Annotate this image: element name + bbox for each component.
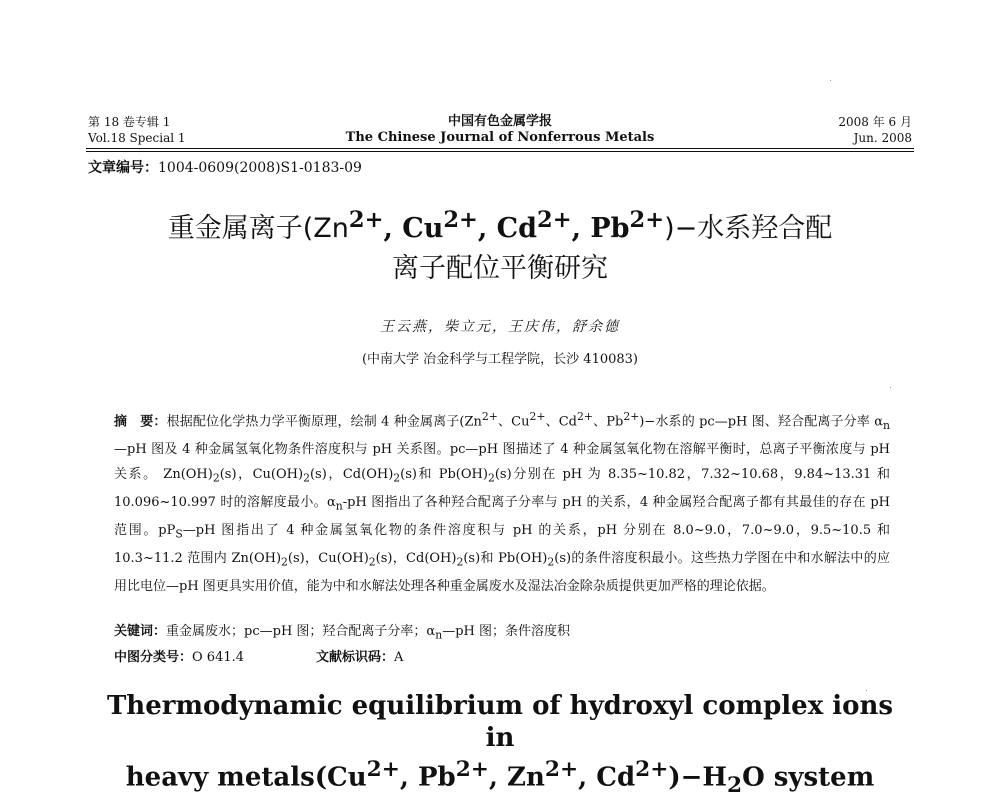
header-rule-thin xyxy=(86,151,914,152)
article-number-label: 文章编号： xyxy=(88,160,158,176)
scan-speck xyxy=(890,387,891,388)
abstract-label: 摘 要： xyxy=(114,414,167,430)
journal-name-cn: 中国有色金属学报 xyxy=(447,114,552,129)
title-english xyxy=(100,690,900,802)
authors: 王云燕，柴立元，王庆伟，舒余德 xyxy=(380,319,620,335)
scan-speck xyxy=(866,690,867,691)
doc-code-label: 文献标识码： xyxy=(316,650,395,665)
title-en-line1: Thermodynamic equilibrium of hydroxyl complex ions in xyxy=(106,691,894,753)
title-en-line2: heavy $metals(Cu^{2+}$, $Pb^{2+}$, $Zn^{2+}$, $Cd^{2+})-H_2O$ system xyxy=(125,757,875,798)
doc-code-value: A xyxy=(394,650,404,665)
journal-name-en: The Chinese Journal of Nonferrous Metals xyxy=(345,130,655,145)
running-header-center xyxy=(300,114,700,146)
running-header-left xyxy=(88,114,186,146)
volume-en: Vol.18 Special 1 xyxy=(88,131,186,145)
date-cn: 2008 年 6 月 xyxy=(838,115,912,129)
article-number-value: 1004-0609(2008)S1-0183-09 xyxy=(158,160,362,176)
clc-label: 中图分类号： xyxy=(114,650,193,665)
title-cn-line2: 离子配位平衡研究 xyxy=(392,253,608,284)
title-chinese xyxy=(100,200,900,289)
keywords-label: 关键词： xyxy=(114,624,167,639)
scan-speck xyxy=(830,80,831,81)
volume-cn: 第 18 卷专辑 1 xyxy=(88,115,171,129)
abstract: 摘 要：根据配位化学热力学平衡原理，绘制 4 种金属离子($Zn^{2+}$、$Cu^{2+}$、$Cd^{2+}$、$Pb^{2+})-$水系的 pc—pH 图、羟合配离子分率 $\alpha_n—pH$ 图及 4 种金属氢氧化物条件溶度积与 pH 关系图。pc—pH 图描述了 4 种金属氢氧化物在溶解平衡时，总离子平衡浓度与 pH 关系。 $Zn(OH)_2(s)$，$Cu(OH)_2(s)$，$Cd(OH)_2(s)$和 $Pb(OH)_2(s)$分别在 pH 为 8.35~10.82，7.32~10.68，9.84~13.31 和 10.096~10.997 时的溶解度最小。$\alpha_n-pH$ 图指出了各种羟合配离子分率与 pH 的关系，4 种金属羟合配离子都有其最佳的存在 pH 范围。$pP_S—pH$ 图指出了 4 种金属氢氧化物的条件溶度积与 pH 的关系，pH 分别在 8.0~9.0，7.0~9.0，9.5~10.5 和 10.3~11.2 范围内 $Zn(OH)_2(s)$，$Cu(OH)_2(s)$，$Cd(OH)_2(s)$和 $Pb(OH)_2(s)$的条件溶度积最小。这些热力学图在中和水解法中的应用比电位—pH 图更具实用价值，能为中和水解法处理各种重金属废水及湿法冶金除杂质提供更加严格的理论依据。 xyxy=(114,410,891,595)
keywords: 关键词：重金属废水；pc—pH 图；羟合配离子分率；$\alpha_n—pH$ 图；条件溶度积 xyxy=(114,624,570,642)
date-en: Jun. 2008 xyxy=(853,131,912,145)
affiliation: (中南大学 冶金科学与工程学院，长沙 410083) xyxy=(361,352,639,367)
article-number xyxy=(88,157,362,177)
classification-line xyxy=(114,646,890,665)
header-rule xyxy=(86,148,914,149)
title-cn-line1: 重金属离子($Zn^{2+}$, $Cu^{2+}$, $Cd^{2+}$, $Pb^{2+})-$水系羟合配 xyxy=(167,207,833,244)
running-header-right xyxy=(838,114,912,146)
clc-value: O 641.4 xyxy=(192,650,245,665)
